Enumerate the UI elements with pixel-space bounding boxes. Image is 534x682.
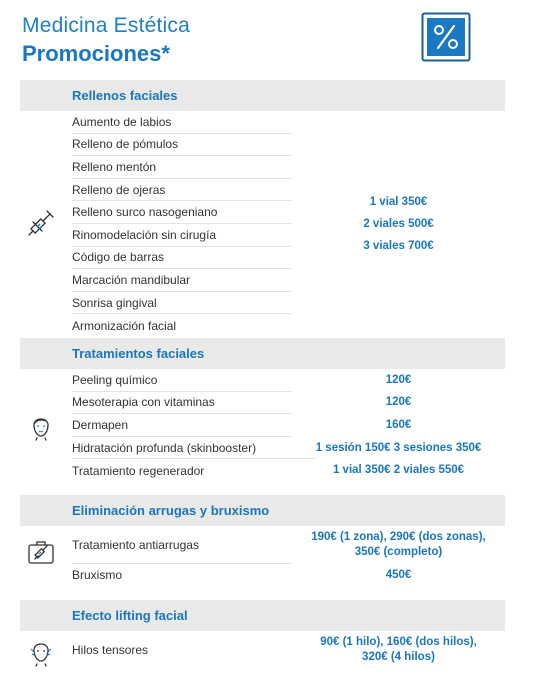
rellenos-list — [72, 111, 292, 337]
section-rellenos — [20, 80, 505, 337]
list-item: Aumento de labios — [72, 111, 292, 134]
list-item: Hidratación profunda (skinbooster) — [72, 437, 315, 460]
price: 1 sesión 150€ 3 sesiones 350€ — [315, 441, 482, 454]
list-item: Tratamiento antiarrugas — [72, 526, 292, 564]
price: 450€ — [385, 568, 412, 581]
list-item: Hilos tensores — [72, 643, 149, 657]
section-header: Rellenos faciales — [20, 80, 505, 111]
price: 1 vial 350€ 2 viales 550€ — [332, 464, 465, 477]
list-item: Dermapen — [72, 414, 292, 437]
price-line: 90€ (1 hilo), 160€ (dos hilos), — [320, 636, 477, 648]
list-item: Mesoterapia con vitaminas — [72, 392, 292, 415]
list-item: Armonización facial — [72, 318, 177, 333]
page-title: Medicina Estética — [22, 14, 190, 37]
list-item: Marcación mandibular — [72, 269, 292, 292]
arrugas-list — [72, 526, 292, 587]
section-header: Efecto lifting facial — [20, 600, 505, 631]
section-header: Eliminación arrugas y bruxismo — [20, 495, 505, 526]
section-tratamientos — [20, 338, 505, 487]
price-line: 350€ (completo) — [354, 546, 443, 558]
price — [292, 526, 505, 564]
list-item: Relleno surco nasogeniano — [72, 201, 292, 224]
section-lifting — [20, 600, 505, 673]
section-header: Tratamientos faciales — [20, 338, 505, 369]
syringe-box-icon — [26, 537, 56, 567]
list-item: Relleno mentón — [72, 156, 292, 179]
list-item: Rinomodelación sin cirugía — [72, 224, 292, 247]
price — [292, 631, 505, 669]
section-arrugas — [20, 495, 505, 590]
tratamientos-list — [72, 369, 292, 482]
list-item: Relleno de ojeras — [72, 179, 292, 202]
price: 1 vial 350€ — [369, 196, 428, 208]
lifting-prices — [292, 631, 505, 669]
list-item: Tratamiento regenerador — [72, 463, 205, 478]
list-item: Relleno de pómulos — [72, 134, 292, 157]
price-line: 320€ (4 hilos) — [362, 651, 435, 663]
list-item: Bruxismo — [72, 568, 123, 583]
price: 120€ — [385, 373, 412, 386]
price: 160€ — [385, 418, 412, 431]
page-subtitle: Promociones* — [22, 41, 170, 66]
face-icon — [26, 411, 56, 441]
price-line: 190€ (1 zona), 290€ (dos zonas), — [311, 531, 486, 543]
tratamientos-prices — [292, 369, 505, 482]
percent-icon — [421, 12, 471, 62]
price: 3 viales 700€ — [363, 240, 434, 252]
price: 120€ — [385, 396, 412, 409]
price: 2 viales 500€ — [363, 218, 434, 230]
rellenos-prices — [292, 191, 505, 257]
arrugas-prices — [292, 526, 505, 587]
list-item: Sonrisa gingival — [72, 292, 292, 315]
lifting-list — [72, 631, 292, 669]
list-item: Código de barras — [72, 247, 292, 270]
face-threads-icon — [26, 637, 56, 667]
list-item: Peeling químico — [72, 369, 292, 392]
syringe-icon — [26, 208, 56, 238]
